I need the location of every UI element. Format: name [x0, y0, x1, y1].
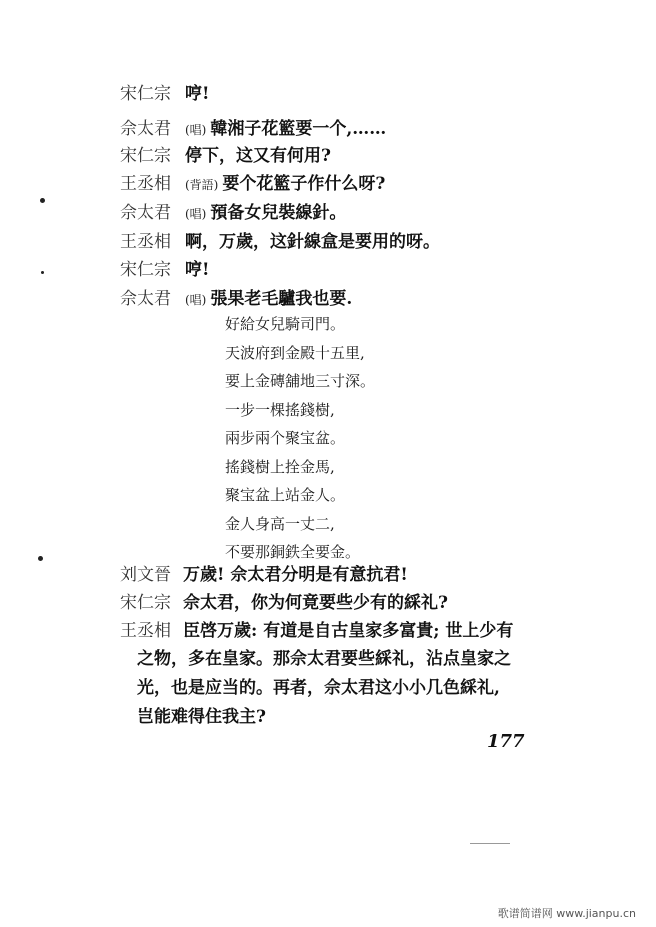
dialogue-text: 臣啓万歲: 有道是自古皇家多富貴; 世上少有: [183, 621, 514, 641]
page-number: 177: [487, 731, 525, 752]
dialogue-text: 哼!: [185, 260, 210, 280]
dialogue-text: 停下，这又有何用?: [185, 146, 331, 166]
scan-dot: [41, 271, 44, 274]
dialogue-text: 預备女兒裝線針。: [210, 203, 347, 223]
speaker-name: 宋仁宗: [120, 260, 171, 280]
speaker-name: 王丞相: [120, 232, 171, 252]
speaker-name: 佘太君: [120, 203, 171, 223]
dialogue-line: [120, 141, 331, 166]
dialogue-line: [120, 284, 352, 309]
watermark-footer: 歌谱简谱网 www.jianpu.cn: [497, 907, 636, 920]
dialogue-line: [120, 560, 408, 585]
dialogue-line: [120, 255, 209, 280]
speaker-name: 宋仁宗: [120, 593, 171, 613]
song-line: 金人身高一丈二,: [225, 515, 335, 533]
song-line: 要上金磚舖地三寸深。: [225, 372, 376, 390]
dialogue-text: 啊，万歲，这針線盒是要用的呀。: [185, 232, 440, 252]
song-line: 聚宝盆上站金人。: [225, 486, 346, 504]
dialogue-text: 佘太君，你为何竟要些少有的綵礼?: [183, 593, 448, 613]
prose-line: 光，也是应当的。再者，佘太君这小小几色綵礼,: [137, 678, 500, 698]
stage-direction: (唱): [185, 293, 207, 307]
song-line: 好給女兒騎司門。: [225, 315, 346, 333]
dialogue-line: [120, 79, 209, 104]
stage-direction: (唱): [185, 207, 207, 221]
song-line: 搖錢樹上拴金馬,: [225, 458, 335, 476]
dialogue-line: [120, 198, 346, 223]
song-line: 天波府到金殿十五里,: [225, 344, 365, 362]
prose-line: 之物，多在皇家。那佘太君要些綵礼，沾点皇家之: [137, 649, 511, 669]
speaker-name: 宋仁宗: [120, 146, 171, 166]
speaker-name: 王丞相: [120, 621, 171, 641]
dialogue-line: [120, 588, 448, 613]
dialogue-text: 張果老毛驢我也要.: [210, 289, 353, 309]
song-line: 兩步兩个聚宝盆。: [225, 429, 346, 447]
scan-dot: [38, 556, 43, 561]
dialogue-text: 万歲! 佘太君分明是有意抗君!: [183, 565, 408, 585]
stage-direction: (背語): [185, 178, 219, 192]
speaker-name: 王丞相: [120, 174, 171, 194]
speaker-name: 佘太君: [120, 119, 171, 139]
scan-dot: [40, 198, 45, 203]
speaker-name: 刘文晉: [120, 565, 171, 585]
song-line: 一步一棵搖錢樹,: [225, 401, 335, 419]
speaker-name: 佘太君: [120, 289, 171, 309]
stage-direction: (唱): [185, 123, 207, 137]
dialogue-text: 要个花籃子作什么呀?: [222, 174, 386, 194]
song-line: 不要那銅鉄全要金。: [225, 543, 361, 561]
dialogue-text: 哼!: [185, 84, 210, 104]
final-speech-continuation: [137, 645, 537, 732]
dialogue-line: [120, 169, 385, 194]
dialogue-text: 韓湘子花籃要一个,……: [210, 119, 387, 139]
final-speaker-line: [120, 616, 513, 641]
scan-smudge: [470, 843, 510, 844]
prose-line: 岂能难得住我主?: [137, 707, 266, 727]
speaker-name: 宋仁宗: [120, 84, 171, 104]
dialogue-line: [120, 227, 440, 252]
dialogue-line: [120, 114, 386, 139]
